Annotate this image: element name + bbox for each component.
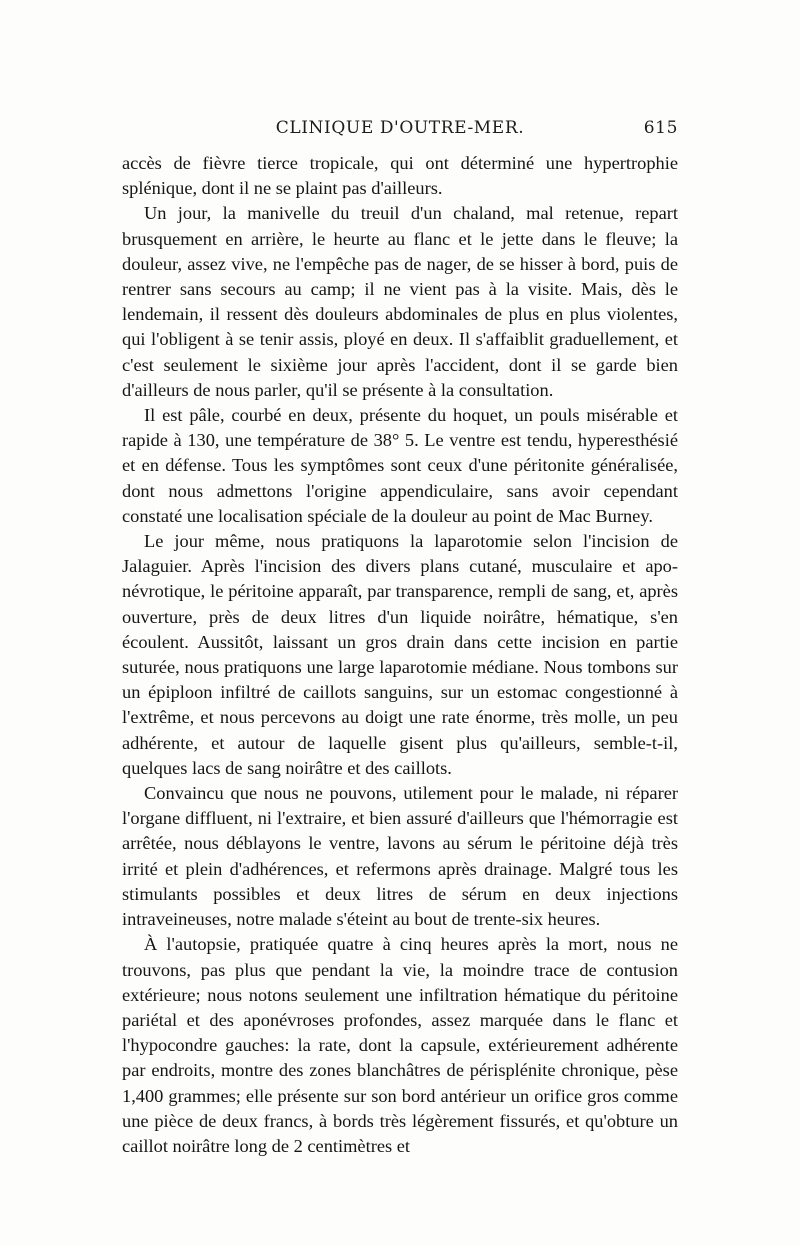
paragraph-outcome: Convaincu que nous ne pouvons, utilement pour le malade, ni réparer l'organe diffluent, ni l'extraire, et bien assuré d'ailleurs que l'hémorragie est arrêtée, nous déblayons le ventre, lavons au sérum le péritoine déjà très irrité et plein d'adhérences, et refermons après drainage. Malgré tous les stimulants possibles et deux litres de sérum en deux injections intraveineuses, notre malade s'éteint au bout de trente-six heures. [122,783,678,930]
body-text [122,151,678,1159]
running-head: CLINIQUE D'OUTRE-MER. [275,118,525,138]
paragraph-symptoms: Il est pâle, courbé en deux, présente du hoquet, un pouls misérable et rapide à 130, une température de 38° 5. Le ventre est tendu, hyperesthésié et en défense. Tous les symptômes sont ceux d'une péritonite généralisée, dont nous admettons l'origine appendiculaire, sans avoir cependant constaté une localisation spéciale de la douleur au point de Mac Burney. [122,405,678,526]
paragraph-autopsy: À l'autopsie, pratiquée quatre à cinq heures après la mort, nous ne trouvons, pas plus que pendant la vie, la moindre trace de contusion extérieure; nous notons seulement une infiltration hématique du péritoine pariétal et des aponévroses profondes, assez marquée dans le flanc et l'hypocondre gauches: la rate, dont la capsule, extérieurement adhérente par endroits, montre des zones blanchâtres de périsplénite chronique, pèse 1,400 grammes; elle présente sur son bord antérieur un orifice gros comme une pièce de deux francs, à bords très légèrement fissurés, et qu'obture un caillot noirâtre long de 2 centimètres et [122,934,678,1156]
page-number: 615 [643,118,678,138]
page-header [122,118,678,144]
paragraph-accident: Un jour, la manivelle du treuil d'un chaland, mal retenue, repart brusquement en arrière, le heurte au flanc et le jette dans le fleuve; la douleur, assez vive, ne l'empêche pas de nager, de se hisser à bord, puis de rentrer sans secours au camp; il ne vient pas à la visite. Mais, dès le lendemain, il ressent dès douleurs abdominales de plus en plus violentes, qui l'obligent à se tenir assis, ployé en deux. Il s'affaiblit graduellement, et c'est seulement le sixième jour après l'accident, dont il se garde bien d'ailleurs de nous parler, qu'il se présente à la consultation. [122,203,678,400]
paragraph-operation: Le jour même, nous pratiquons la laparotomie selon l'incision de Jalaguier. Après l'incision des divers plans cutané, musculaire et aponévrotique, le péritoine apparaît, par transparence, rempli de sang, et, après ouverture, près de deux litres d'un liquide noirâtre, hématique, s'en écoulent. Aussitôt, laissant un gros drain dans cette incision en partie suturée, nous pratiquons une large laparotomie médiane. Nous tombons sur un épiploon infiltré de caillots sanguins, sur un estomac congestionné à l'extrême, et nous percevons au doigt une rate énorme, très molle, un peu adhérente, et autour de laquelle gisent plus qu'ailleurs, semble-t-il, quelques lacs de sang noirâtre et des caillots. [122,531,678,778]
paragraph-continuation: accès de fièvre tierce tropicale, qui ont déterminé une hypertrophie splénique, dont il ne se plaint pas d'ailleurs. [122,153,678,199]
